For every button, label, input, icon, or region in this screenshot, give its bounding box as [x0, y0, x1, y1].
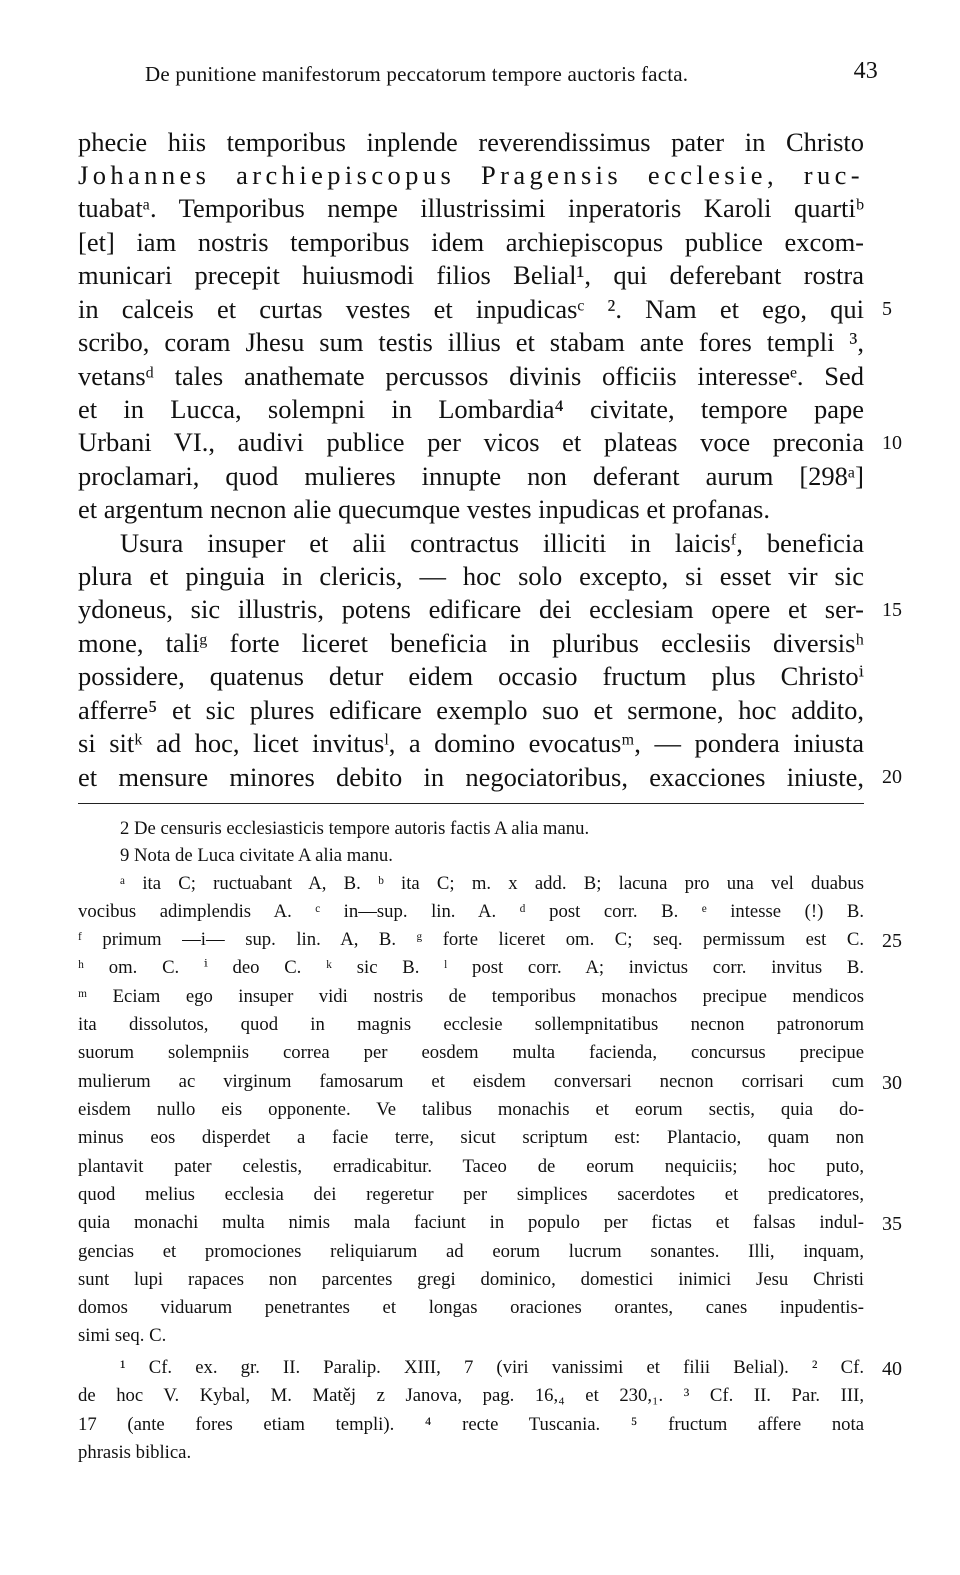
body-line: municari precepit huiusmodi filios Belial¹, qui deferebant rostra: [78, 260, 864, 290]
apparatus-line: ᵃ ita C; ructuabant A, B. ᵇ ita C; m. x add. B; lacuna pro una vel duabus: [120, 873, 864, 894]
body-line: proclamari, quod mulieres innupte non deferant aurum [298ᵃ]: [78, 461, 864, 491]
body-line: in calceis et curtas vestes et inpudicasᶜ ². Nam et ego, qui: [78, 294, 864, 324]
apparatus-line: quia monachi multa nimis mala faciunt in populo per fictas et falsas indul-: [78, 1212, 864, 1233]
apparatus-line: plantavit pater celestis, erradicabitur. Taceo de eorum nequiciis; hoc puto,: [78, 1156, 864, 1177]
body-line: ydoneus, sic illustris, potens edificare dei ecclesiam opere et ser-: [78, 594, 864, 624]
line-number: 25: [882, 930, 902, 952]
apparatus-line: simi seq. C.: [78, 1325, 167, 1346]
body-line: scribo, coram Jhesu sum testis illius et stabam ante fores templi ³,: [78, 327, 864, 357]
line-number: 20: [882, 766, 902, 788]
line-number: 10: [882, 432, 902, 454]
body-line: afferre⁵ et sic plures edificare exemplo suo et sermone, hoc addito,: [78, 695, 864, 725]
line-number: 5: [882, 298, 892, 320]
apparatus-line: ᶠ primum —i— sup. lin. A, B. ᵍ forte liceret om. C; seq. permissum est C.: [78, 929, 864, 950]
apparatus-line: eisdem nullo eis opponente. Ve talibus monachis et eorum sectis, quia do-: [78, 1099, 864, 1120]
line-number: 35: [882, 1213, 902, 1235]
footnote-line: 17 (ante fores etiam templi). ⁴ recte Tuscania. ⁵ fructum affere nota: [78, 1414, 864, 1435]
apparatus-line: domos viduarum penetrantes et longas oraciones orantes, canes inpudentis-: [78, 1297, 864, 1318]
apparatus-line: sunt lupi rapaces non parcentes gregi dominico, domestici inimici Jesu Christi: [78, 1269, 864, 1290]
line-number: 40: [882, 1358, 902, 1380]
apparatus-line: 9 Nota de Luca civitate A alia manu.: [120, 845, 393, 866]
line-number: 30: [882, 1072, 902, 1094]
running-header: [145, 54, 878, 94]
apparatus-line: vocibus adimplendis A. ᶜ in—sup. lin. A. ᵈ post corr. B. ᵉ intesse (!) B.: [78, 901, 864, 922]
apparatus-line: quod melius ecclesia dei regeretur per simplices sacerdotes et predicatores,: [78, 1184, 864, 1205]
apparatus-line: ᵐ Eciam ego insuper vidi nostris de temporibus monachos precipue mendicos: [78, 986, 864, 1007]
body-line: vetansᵈ tales anathemate percussos divinis officiis interesseᵉ. Sed: [78, 361, 864, 391]
apparatus-line: 2 De censuris ecclesiasticis tempore autoris factis A alia manu.: [120, 818, 590, 839]
body-line: et mensure minores debito in negociatoribus, exacciones iniuste,: [78, 762, 864, 792]
running-title: De punitione manifestorum peccatorum tempore auctoris facta.: [145, 62, 689, 86]
body-line: phecie hiis temporibus inplende reverendissimus pater in Christo: [78, 127, 864, 157]
apparatus-line: gencias et promociones reliquiarum ad eorum lucrum sonantes. Illi, inquam,: [78, 1241, 864, 1262]
footnote-line: de hoc V. Kybal, M. Matěj z Janova, pag. 16,₄ et 230,₁. ³ Cf. II. Par. III,: [78, 1385, 864, 1406]
line-number: 15: [882, 599, 902, 621]
body-line: tuabatᵃ. Temporibus nempe illustrissimi inperatoris Karoli quartiᵇ: [78, 193, 864, 223]
footnote-line: ¹ Cf. ex. gr. II. Paralip. XIII, 7 (viri vanissimi et filii Belial). ² Cf.: [120, 1357, 864, 1378]
page-number: 43: [853, 58, 878, 84]
body-line: mone, taliᵍ forte liceret beneficia in pluribus ecclesiis diversisʰ: [78, 628, 864, 658]
footnote-divider: [78, 803, 864, 804]
body-line: Usura insuper et alii contractus illiciti in laicisᶠ, beneficia: [120, 528, 864, 558]
apparatus-line: suorum solempniis correa per eosdem multa facienda, concursus precipue: [78, 1042, 864, 1063]
body-line: si sitᵏ ad hoc, licet invitusˡ, a domino evocatusᵐ, — pondera iniusta: [78, 728, 864, 758]
body-line: Urbani VI., audivi publice per vicos et plateas voce preconia: [78, 427, 864, 457]
body-line: et argentum necnon alie quecumque vestes inpudicas et profanas.: [78, 494, 770, 524]
body-line: et in Lucca, solempni in Lombardia⁴ civitate, tempore pape: [78, 394, 864, 424]
apparatus-line: ita dissolutos, quod in magnis ecclesie sollempnitatibus necnon patronorum: [78, 1014, 864, 1035]
body-line: plura et pinguia in clericis, — hoc solo excepto, si esset vir sic: [78, 561, 864, 591]
body-line: [et] iam nostris temporibus idem archiepiscopus publice excom-: [78, 227, 864, 257]
apparatus-line: mulierum ac virginum famosarum et eisdem conversari necnon corrisari cum: [78, 1071, 864, 1092]
body-line: possidere, quatenus detur eidem occasio fructum plus Christoⁱ: [78, 661, 864, 691]
apparatus-line: minus eos disperdet a facie terre, sicut scriptum est: Plantacio, quam non: [78, 1127, 864, 1148]
footnote-line: phrasis biblica.: [78, 1442, 192, 1463]
apparatus-line: ʰ om. C. ⁱ deo C. ᵏ sic B. ˡ post corr. A; invictus corr. invitus B.: [78, 957, 864, 978]
body-line: Johannes archiepiscopus Pragensis ecclesie, ruc-: [78, 160, 864, 190]
